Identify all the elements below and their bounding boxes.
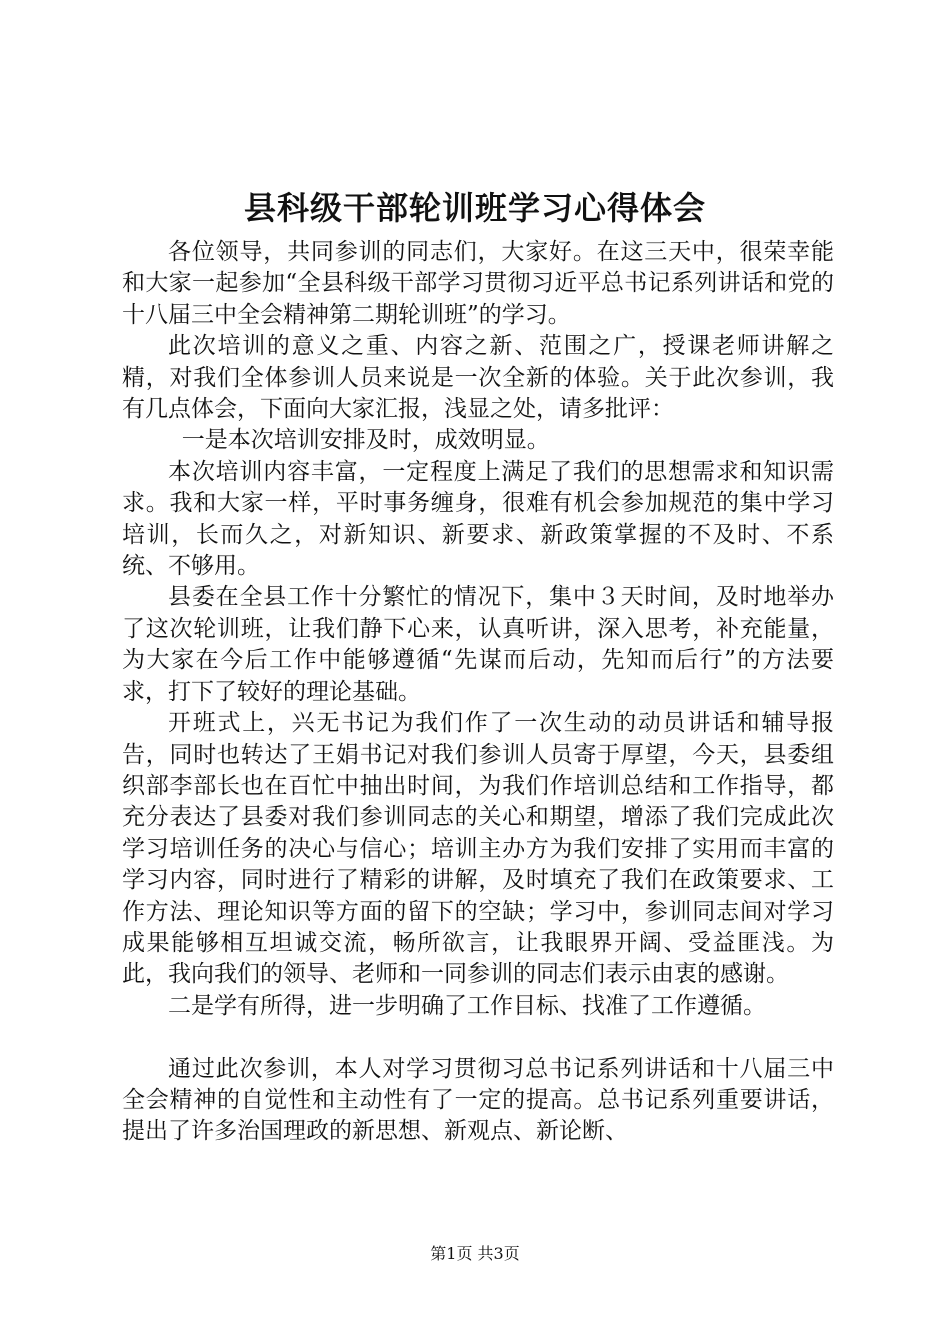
paragraph-learning-gains: 通过此次参训，本人对学习贯彻习总书记系列讲话和十八届三中全会精神的自觉性和主动性有了一定的提高。总书记系列重要讲话，提出了许多治国理政的新思想、新观点、新论断、 [122,1055,834,1145]
paragraph-greeting: 各位领导，共同参训的同志们，大家好。在这三天中，很荣幸能和大家一起参加“全县科级干部学习贯彻习近平总书记系列讲话和党的十八届三中全会精神第二期轮训班”的学习。 [122,239,834,328]
paragraph-point-two-heading: 二是学有所得，进一步明确了工作目标、找准了工作遵循。 [168,992,766,1019]
page-footer: 第1页 共3页 [430,1244,520,1263]
paragraph-opening-ceremony: 开班式上，兴无书记为我们作了一次生动的动员讲话和辅导报告，同时也转达了王娟书记对我们参训人员寄于厚望，今天，县委组织部李部长也在百忙中抽出时间，为我们作培训总结和工作指导，都充分表达了县委对我们参训同志的关心和期望，增添了我们完成此次学习培训任务的决心与信心；培训主办方为我们安排了实用而丰富的学习内容，同时进行了精彩的讲解，及时填充了我们在政策要求、工作方法、理论知识等方面的留下的空缺；学习中，参训同志间对学习成果能够相互坦诚交流，畅所欲言，让我眼界开阔、受益匪浅。为此，我向我们的领导、老师和一同参训的同志们表示由衷的感谢。 [122,710,834,988]
paragraph-point-one-heading: 一是本次培训安排及时，成效明显。 [181,427,550,454]
paragraph-county-committee: 县委在全县工作十分繁忙的情况下，集中３天时间，及时地举办了这次轮训班，让我们静下心来，认真听讲，深入思考，补充能量，为大家在今后工作中能够遵循“先谋而后动，先知而后行”的方法要求，打下了较好的理论基础。 [122,584,834,705]
paragraph-intro: 此次培训的意义之重、内容之新、范围之广，授课老师讲解之精，对我们全体参训人员来说是一次全新的体验。关于此次参训，我有几点体会，下面向大家汇报，浅显之处，请多批评： [122,333,834,423]
paragraph-content: 本次培训内容丰富，一定程度上满足了我们的思想需求和知识需求。我和大家一样，平时事务缠身，很难有机会参加规范的集中学习培训，长而久之，对新知识、新要求、新政策掌握的不及时、不系统、不够用。 [122,458,834,580]
document-title: 县科级干部轮训班学习心得体会 [243,189,706,227]
document-body [122,237,834,1148]
